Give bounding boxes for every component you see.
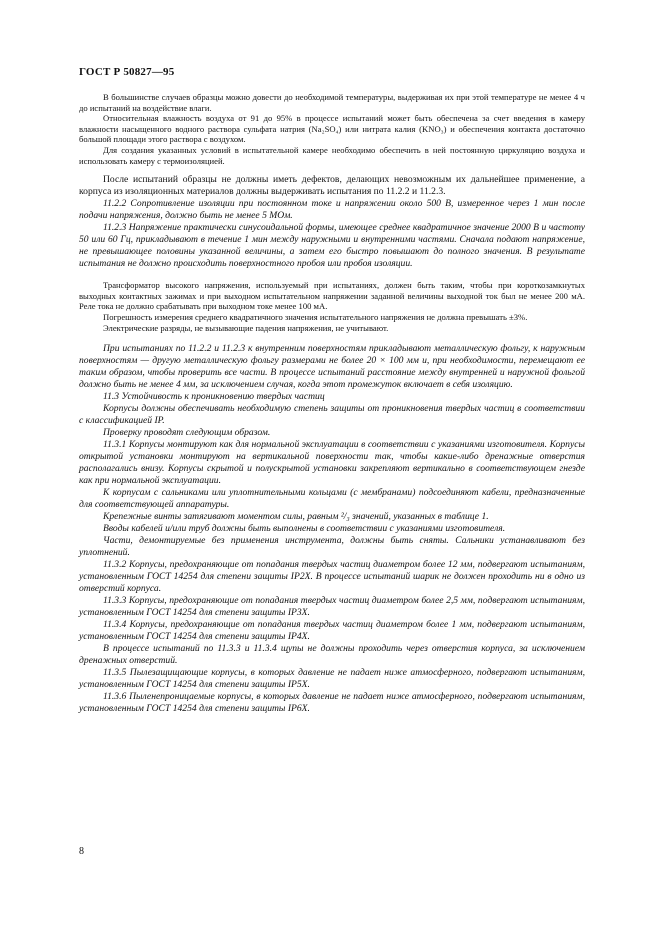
paragraph: Трансформатор высокого напряжения, используемый при испытаниях, должен быть таким, чтобы при короткозамкнутых выходных контактных зажимах и при выходном испытательном напряжении заданной величины выходной ток был не менее 200 мА. Реле тока не должно срабатывать при выходном токе менее 100 мА. xyxy=(79,280,585,312)
paragraph: В процессе испытаний по 11.3.3 и 11.3.4 щупы не должны проходить через отверстия корпуса, за исключением дренажных отверстий. xyxy=(79,643,585,667)
document-header: ГОСТ Р 50827—95 xyxy=(79,66,175,78)
paragraph: После испытаний образцы не должны иметь дефектов, делающих невозможным их дальнейшее применение, а корпуса из изоляционных материалов должны выдерживать испытания по 11.2.2 и 11.2.3. xyxy=(79,174,585,198)
paragraph: Крепежные винты затягивают моментом силы, равным ²/₃ значений, указанных в таблице 1. xyxy=(103,511,489,523)
paragraph: Проверку проводят следующим образом. xyxy=(103,427,271,439)
paragraph: Относительная влажность воздуха от 91 до 95% в процессе испытаний может быть обеспечена за счет введения в камеру влажности насыщенного водного раствора сульфата натрия (Na₂SO₄) или нитрата калия (KNO₃) и обеспечения контакта достаточно большой площади этого раствора с воздухом. xyxy=(79,113,585,145)
paragraph: К корпусам с сальниками или уплотнительными кольцами (с мембранами) подсоединяют кабели, предназначенные для соответствующей аппаратуры. xyxy=(79,487,585,511)
paragraph: В большинстве случаев образцы можно довести до необходимой температуры, выдерживая их при этой температуре не менее 4 ч до испытаний на воздействие влаги. xyxy=(79,92,585,113)
paragraph: При испытаниях по 11.2.2 и 11.2.3 к внутренним поверхностям прикладывают металлическую фольгу, к наружным поверхностям — другую металлическую фольгу размерами не более 20 × 100 мм и, при необходимости, перемещают ее таким образом, чтобы проверить все части. В процессе испытаний расстояние между внутренней и наружной фольгой должно быть не менее 4 мм, за исключением случая, когда этот промежуток включает в себя изоляцию. xyxy=(79,343,585,391)
document-body xyxy=(79,92,585,715)
section-11-3-heading: 11.3 Устойчивость к проникновению твердых частиц xyxy=(103,391,325,403)
paragraph: Погрешность измерения среднего квадратичного значения испытательного напряжения не должна превышать ±3%. xyxy=(103,311,528,322)
clause-11-2-2: 11.2.2 Сопротивление изоляции при постоянном токе и напряжении около 500 В, измеренное через 1 мин после подачи напряжения, должно быть не менее 5 МОм. xyxy=(79,198,585,222)
clause-11-3-3: 11.3.3 Корпусы, предохраняющие от попадания твердых частиц диаметром более 2,5 мм, подвергают испытаниям, установленным ГОСТ 14254 для степени защиты IP3X. xyxy=(79,595,585,619)
paragraph: Электрические разряды, не вызывающие падения напряжения, не учитывают. xyxy=(103,322,389,333)
paragraph: Корпусы должны обеспечивать необходимую степень защиты от проникновения твердых частиц в соответствии с классификацией IP. xyxy=(79,403,585,427)
clause-11-3-1: 11.3.1 Корпусы монтируют как для нормальной эксплуатации в соответствии с указаниями изготовителя. Корпусы открытой установки монтируют на вертикальной поверхности так, чтобы какие-либо дренажные отверстия располагались внизу. Корпусы скрытой и полускрытой установки закрепляют вертикально в соответствующем гнезде как при нормальной эксплуатации. xyxy=(79,439,585,487)
clause-11-3-4: 11.3.4 Корпусы, предохраняющие от попадания твердых частиц диаметром более 1 мм, подвергают испытаниям, установленным ГОСТ 14254 для степени защиты IP4X. xyxy=(79,619,585,643)
clause-11-3-5: 11.3.5 Пылезащищающие корпусы, в которых давление не падает ниже атмосферного, подвергают испытаниям, установленным ГОСТ 14254 для степени защиты IP5X. xyxy=(79,667,585,691)
clause-11-2-3: 11.2.3 Напряжение практически синусоидальной формы, имеющее среднее квадратичное значение 2000 В и частоту 50 или 60 Гц, прикладывают в течение 1 мин между наружными и внутренними частями. Сначала подают напряжение, не превышающее половины указанной величины, а затем его быстро повышают до полного значения. В результате испытания не должно происходить поверхностного пробоя или пробоя изоляции. xyxy=(79,222,585,270)
clause-11-3-2: 11.3.2 Корпусы, предохраняющие от попадания твердых частиц диаметром более 12 мм, подвергают испытаниям, установленным ГОСТ 14254 для степени защиты IP2X. В процессе испытаний шарик не должен проходить ни в одно из отверстий корпуса. xyxy=(79,559,585,595)
paragraph: Части, демонтируемые без применения инструмента, должны быть сняты. Сальники устанавливают без уплотнений. xyxy=(79,535,585,559)
paragraph: Для создания указанных условий в испытательной камере необходимо обеспечить в ней постоянную циркуляцию воздуха и использовать камеру с термоизоляцией. xyxy=(79,144,585,166)
clause-11-3-6: 11.3.6 Пыленепроницаемые корпусы, в которых давление не падает ниже атмосферного, подвергают испытаниям, установленным ГОСТ 14254 для степени защиты IP6X. xyxy=(79,691,585,715)
paragraph: Вводы кабелей и/или труб должны быть выполнены в соответствии с указаниями изготовителя. xyxy=(103,523,506,535)
page-number: 8 xyxy=(79,846,84,857)
